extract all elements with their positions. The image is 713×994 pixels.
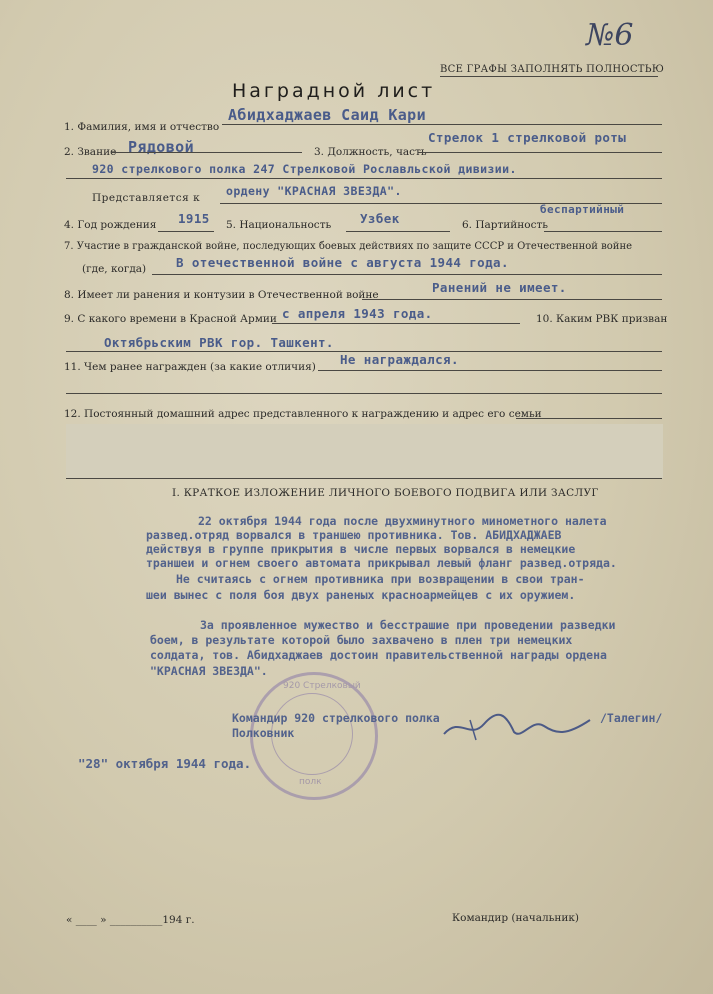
feat-line-5: Не считаясь с огнем противника при возвращении в свои тран- — [176, 572, 585, 586]
field-5-line — [346, 231, 450, 232]
field-4-line — [158, 231, 214, 232]
feat-line-4: траншеи и огнем своего автомата прикрывал левый фланг развед.отряда. — [146, 556, 617, 570]
present-label: Представляется к — [92, 192, 201, 204]
field-6-label: 6. Партийность — [462, 219, 549, 231]
feat-line-2: развед.отряд ворвался в траншею противника. Тов. АБИДХАДЖАЕВ — [146, 528, 562, 542]
field-10-label: 10. Каким РВК призван — [536, 313, 668, 325]
sign-date: "28" октября 1944 года. — [78, 756, 252, 771]
field-7-label-2: (где, когда) — [82, 263, 147, 275]
feat-line-10: "КРАСНАЯ ЗВЕЗДА". — [150, 664, 268, 678]
feat-line-6: шеи вынес с поля боя двух раненых красноармейцев с их оружием. — [146, 588, 576, 602]
field-3-label: 3. Должность, часть — [314, 146, 427, 158]
signature-name: /Талегин/ — [600, 711, 663, 725]
field-11-value: Не награждался. — [340, 352, 459, 367]
feat-line-1: 22 октября 1944 года после двухминутного минометного налета — [198, 514, 607, 528]
field-6-line — [544, 231, 662, 232]
field-12-label: 12. Постоянный домашний адрес представленного к награждению и адрес его семьи — [64, 408, 542, 420]
field-2-line — [112, 152, 302, 153]
field-7-label-1: 7. Участие в гражданской войне, последующих боевых действиях по защите СССР и Отечественной войне — [64, 241, 633, 252]
field-6-value: беспартийный — [540, 203, 625, 216]
present-value: ордену "КРАСНАЯ ЗВЕЗДА". — [226, 184, 402, 198]
header-note-underline — [440, 76, 658, 77]
footer-commander-label: Командир (начальник) — [452, 912, 579, 924]
page-title: Наградной лист — [232, 80, 436, 102]
field-12-line-2 — [66, 478, 662, 479]
field-1-label: 1. Фамилия, имя и отчество — [64, 121, 220, 133]
field-1-value: Абидхаджаев Саид Кари — [228, 106, 427, 124]
header-note: ВСЕ ГРАФЫ ЗАПОЛНЯТЬ ПОЛНОСТЬЮ — [440, 64, 665, 75]
field-3-value-1: Стрелок 1 стрелковой роты — [428, 130, 627, 145]
field-9-value: с апреля 1943 года. — [282, 306, 433, 321]
redacted-address-block — [66, 424, 663, 478]
footer-date-blank: « ____ » __________194 г. — [66, 914, 195, 926]
field-8-value: Ранений не имеет. — [432, 280, 567, 295]
field-4-value: 1915 — [178, 211, 210, 226]
field-4-label: 4. Год рождения — [64, 219, 157, 231]
field-7-line — [152, 274, 662, 275]
field-8-label: 8. Имеет ли ранения и контузии в Отечественной войне — [64, 289, 379, 301]
field-2-value: Рядовой — [128, 138, 195, 156]
field-2-label: 2. Звание — [64, 146, 117, 158]
corner-handwritten-mark: №6 — [586, 18, 634, 53]
stamp-bottom-text: полк — [299, 777, 322, 787]
field-9-line — [272, 323, 520, 324]
field-1-line — [222, 124, 662, 125]
feat-line-8: боем, в результате которой было захвачено в плен три немецких — [150, 633, 573, 647]
field-7-value: В отечественной войне с августа 1944 года. — [176, 255, 509, 270]
section-heading: I. КРАТКОЕ ИЗЛОЖЕНИЕ ЛИЧНОГО БОЕВОГО ПОДВИГА ИЛИ ЗАСЛУГ — [172, 487, 599, 499]
field-3-line-1 — [418, 152, 662, 153]
field-11-line — [318, 370, 662, 371]
field-5-label: 5. Национальность — [226, 219, 332, 231]
signature-line-2: Полковник — [232, 726, 295, 740]
field-3-line-2 — [66, 178, 662, 179]
field-5-value: Узбек — [360, 211, 400, 226]
feat-line-7: За проявленное мужество и бесстрашие при проведении разведки — [200, 618, 616, 632]
field-11-label: 11. Чем ранее награжден (за какие отличия) — [64, 361, 316, 373]
feat-line-3: действуя в группе прикрытия в числе первых ворвался в немецкие — [146, 542, 576, 556]
field-9-label: 9. С какого времени в Красной Армии — [64, 313, 277, 325]
feat-line-9: солдата, тов. Абидхаджаев достоин правительственной награды ордена — [150, 648, 607, 662]
field-10-value: Октябрьским РВК гор. Ташкент. — [104, 335, 334, 350]
handwritten-signature — [440, 706, 600, 746]
signature-line-1: Командир 920 стрелкового полка — [232, 711, 440, 725]
field-12-line — [516, 418, 662, 419]
stamp-top-text: 920 Стрелковый — [283, 681, 361, 691]
field-3-value-2: 920 стрелкового полка 247 Стрелковой Рославльской дивизии. — [92, 162, 517, 176]
field-11-line-2 — [66, 393, 662, 394]
field-8-line — [362, 299, 662, 300]
